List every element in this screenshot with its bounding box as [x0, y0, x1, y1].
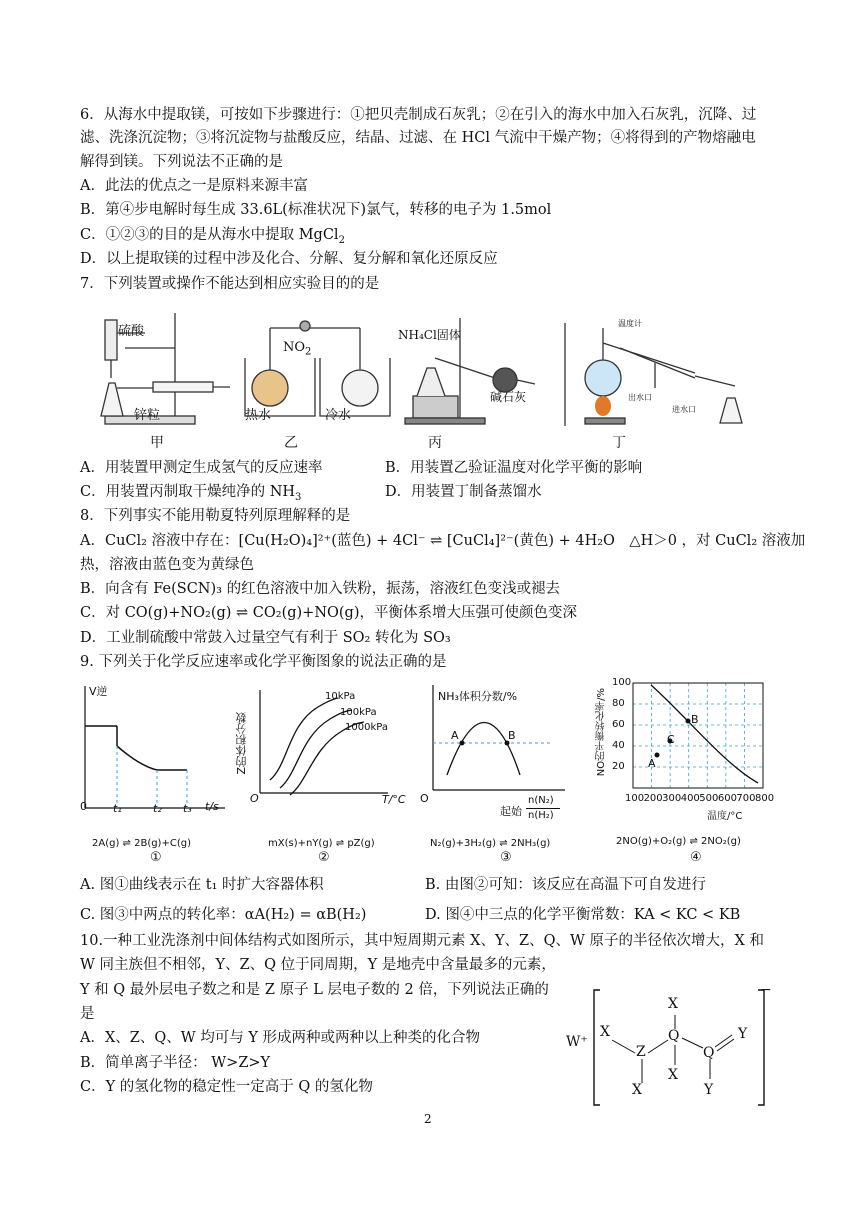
q6-option-c-sub: 2 — [338, 234, 345, 246]
graph-4-xtick: 600 — [717, 793, 737, 804]
struct-y-double: Y — [738, 1026, 748, 1042]
graph-2-equation: mX(s)+nY(g) ⇌ pZ(g) — [268, 838, 375, 849]
struct-q-center: Q — [668, 1028, 680, 1044]
q8-option-d: D．工业制硫酸中常鼓入过量空气有利于 SO₂ 转化为 SO₃ — [80, 630, 451, 646]
right-bracket — [758, 990, 764, 1105]
q6-option-b: B．第④步电解时每生成 33.6L(标准状况下)氯气，转移的电子为 1.5mol — [80, 202, 552, 218]
q7-option-c-sub: 3 — [295, 491, 302, 503]
ding-water-out-label: 出水口 — [628, 393, 652, 402]
q10-option-b: B．简单离子半径： W>Z>Y — [80, 1055, 271, 1071]
graph-1-equation: 2A(g) ⇌ 2B(g)+C(g) — [92, 838, 191, 849]
bond-x-z — [612, 1040, 635, 1053]
q7-option-a: A．用装置甲测定生成氢气的反应速率 — [80, 460, 323, 476]
yi-cold-water-label: 冷水 — [325, 408, 352, 423]
q6-stem-line1: 6．从海水中提取镁，可按如下步骤进行：①把贝壳制成石灰乳；②在引入的海水中加入石灰乳，沉降、过 — [80, 107, 757, 123]
graph-1-number: ① — [150, 850, 162, 865]
graph-3-point-a-label: A — [451, 729, 459, 742]
ding-thermometer-label: 温度计 — [618, 319, 642, 328]
page-number: 2 — [424, 1112, 432, 1126]
graph-3-origin: O — [420, 792, 429, 805]
q7-option-b: B．用装置乙验证温度对化学平衡的影响 — [385, 460, 643, 476]
q8-option-c: C．对 CO(g)+NO₂(g) ⇌ CO₂(g)+NO(g)，平衡体系增大压强可使颜色变深 — [80, 605, 577, 621]
bing-name: 丙 — [428, 435, 442, 451]
apparatus-yi — [245, 321, 390, 416]
graph-2-series-10kpa: 10kPa — [325, 691, 356, 702]
yi-no2-sub: 2 — [305, 346, 312, 358]
apparatus-ding — [565, 323, 742, 426]
yi-name: 乙 — [284, 435, 298, 451]
graph-1-origin: 0 — [80, 800, 87, 813]
struct-q-right: Q — [703, 1045, 715, 1061]
q7-option-c-text: C．用装置丙制取干燥纯净的 NH — [80, 484, 296, 500]
graph-1-curve — [117, 746, 157, 770]
q6-option-d: D．以上提取镁的过程中涉及化合、分解、复分解和氧化还原反应 — [80, 251, 498, 267]
graph-4-number: ④ — [690, 850, 702, 865]
graph-2-number: ② — [318, 850, 330, 865]
q7-option-d: D．用装置丁制备蒸馏水 — [385, 484, 542, 500]
q9-option-c: C. 图③中两点的转化率：αA(H₂) = αB(H₂) — [80, 907, 367, 923]
graph-2-series-1000kpa: 1000kPa — [345, 722, 388, 733]
yi-no2-label — [283, 340, 311, 358]
graph-1-xlabel: t/s — [205, 800, 219, 813]
q6-stem-line3: 解得到镁。下列说法不正确的是 — [80, 154, 283, 170]
struct-w: W⁺ — [566, 1034, 588, 1050]
jia-acid-label: 硫酸 — [118, 324, 145, 339]
bing-nh4cl-label: NH₄Cl固体 — [398, 328, 461, 342]
struct-x-under-z: X — [632, 1082, 642, 1098]
q6-option-a: A．此法的优点之一是原料来源丰富 — [80, 178, 308, 194]
graph-4-ytick: 100 — [612, 677, 632, 688]
bond-q-y-double-1 — [715, 1035, 732, 1047]
graph-4-xtick: 500 — [699, 793, 719, 804]
graph-2 — [248, 685, 398, 805]
bond-q-q — [682, 1038, 703, 1048]
yi-hot-water-label: 热水 — [245, 408, 272, 423]
ding-water-in-label: 进水口 — [672, 405, 696, 414]
graph-4-point-c-label: C — [667, 733, 675, 746]
q6-option-c-text: C．①②③的目的是从海水中提取 MgCl — [80, 227, 339, 243]
graph-4-xtick: 200 — [643, 793, 663, 804]
graph-4-ytick: 20 — [612, 761, 625, 772]
q9-option-d: D. 图④中三点的化学平衡常数：KA < KC < KB — [425, 907, 741, 923]
struct-z: Z — [636, 1044, 646, 1060]
graph-2-curve-100kpa — [280, 710, 352, 788]
graph-4-ylabel: NO的平衡转化率/% — [596, 688, 607, 777]
jia-zinc-label: 锌粒 — [134, 408, 161, 423]
graph-2-series-100kpa: 100kPa — [340, 707, 377, 718]
graph-2-ylabel: Z的体积分数 — [235, 712, 248, 775]
q9-option-a: A. 图①曲线表示在 t₁ 时扩大容器体积 — [80, 877, 324, 893]
struct-x-left: X — [600, 1024, 610, 1040]
struct-charge: − — [760, 982, 772, 998]
graph-3-xlabel-prefix: 起始 — [500, 805, 522, 818]
q6-stem-line2: 滤、洗涤沉淀物；③将沉淀物与盐酸反应，结晶、过滤、在 HCl 气流中干燥产物；④将得到的产物熔融电 — [80, 130, 756, 146]
graph-3-xlabel-numerator: n(N₂) — [528, 795, 554, 806]
graph-1-t2: t₂ — [153, 802, 162, 815]
q9-option-b: B. 由图②可知：该反应在高温下可自发进行 — [425, 877, 706, 893]
q10-stem-line1: 10.一种工业洗涤剂中间体结构式如图所示，其中短周期元素 X、Y、Z、Q、W 原子的半径依次增大，X 和 — [80, 933, 764, 949]
struct-x-under-q: X — [668, 1067, 678, 1083]
q10-option-a: A．X、Z、Q、W 均可与 Y 形成两种或两种以上种类的化合物 — [80, 1030, 481, 1046]
graph-1-t1: t₁ — [113, 802, 122, 815]
q7-stem: 7．下列装置或操作不能达到相应实验目的的是 — [80, 276, 380, 292]
graph-4-point-b-label: B — [691, 713, 699, 726]
bond-z-q — [648, 1040, 668, 1053]
graph-4-xtick: 700 — [736, 793, 756, 804]
graph-4-ytick: 80 — [612, 698, 625, 709]
graph-1-ylabel: V逆 — [89, 685, 108, 698]
bond-q-y-double-2 — [717, 1039, 734, 1051]
q8-option-a-line1: A．CuCl₂ 溶液中存在：[Cu(H₂O)₄]²⁺(蓝色) + 4Cl⁻ ⇌ [CuCl₄]²⁻(黄色) + 4H₂O △H＞0 ，对 CuCl₂ 溶液加 — [80, 533, 806, 549]
q10-stem-line2: W 同主族但不相邻，Y、Z、Q 位于同周期，Y 是地壳中含量最多的元素， — [80, 957, 556, 973]
graph-4-frame — [633, 683, 763, 788]
graph-2-xlabel: T/°C — [382, 793, 406, 806]
q8-option-b: B．向含有 Fe(SCN)₃ 的红色溶液中加入铁粉，振荡，溶液红色变浅或褪去 — [80, 581, 561, 597]
q9-stem: 9. 下列关于化学反应速率或化学平衡图象的说法正确的是 — [80, 654, 447, 670]
left-bracket — [594, 990, 600, 1105]
graph-3-point-a — [460, 741, 465, 746]
ding-name: 丁 — [612, 435, 626, 451]
graph-3-equation: N₂(g)+3H₂(g) ⇌ 2NH₃(g) — [430, 838, 551, 849]
q10-option-c: C．Y 的氢化物的稳定性一定高于 Q 的氢化物 — [80, 1079, 373, 1095]
graph-3-point-b-label: B — [508, 729, 516, 742]
q8-stem: 8．下列事实不能用勒夏特列原理解释的是 — [80, 508, 351, 524]
struct-y-bottom: Y — [704, 1082, 714, 1098]
bing-lime-label: 碱石灰 — [490, 390, 527, 404]
graph-4-point-b — [686, 719, 691, 724]
q10-stem-line4: 是 — [80, 1006, 95, 1022]
graph-3-xlabel-denominator: n(H₂) — [528, 810, 554, 821]
graph-4-equation: 2NO(g)+O₂(g) ⇌ 2NO₂(g) — [616, 836, 741, 847]
graph-3-fraction-bar — [526, 808, 560, 809]
graph-4-xtick: 300 — [662, 793, 682, 804]
graph-3-ylabel: NH₃体积分数/% — [438, 690, 518, 703]
graph-3-number: ③ — [500, 850, 512, 865]
graph-4-xtick: 400 — [680, 793, 700, 804]
graph-4-ytick: 60 — [612, 719, 625, 730]
graph-2-curve-10kpa — [270, 698, 338, 780]
jia-name: 甲 — [150, 435, 164, 451]
graph-4-xlabel: 温度/°C — [707, 811, 743, 822]
yi-no2-text: NO — [283, 340, 306, 355]
struct-x-top: X — [668, 996, 678, 1012]
graph-4 — [628, 678, 768, 798]
graph-4-xtick: 100 — [625, 793, 645, 804]
q10-stem-line3: Y 和 Q 最外层电子数之和是 Z 原子 L 层电子数的 2 倍，下列说法正确的 — [80, 982, 549, 998]
graph-4-ytick: 40 — [612, 740, 625, 751]
q8-option-a-line2: 热，溶液由蓝色变为黄绿色 — [80, 557, 254, 573]
graph-4-xtick: 800 — [755, 793, 775, 804]
graph-2-origin: O — [250, 792, 259, 805]
graph-4-point-a-label: A — [648, 757, 656, 770]
graph-1-t3: t₃ — [183, 802, 192, 815]
